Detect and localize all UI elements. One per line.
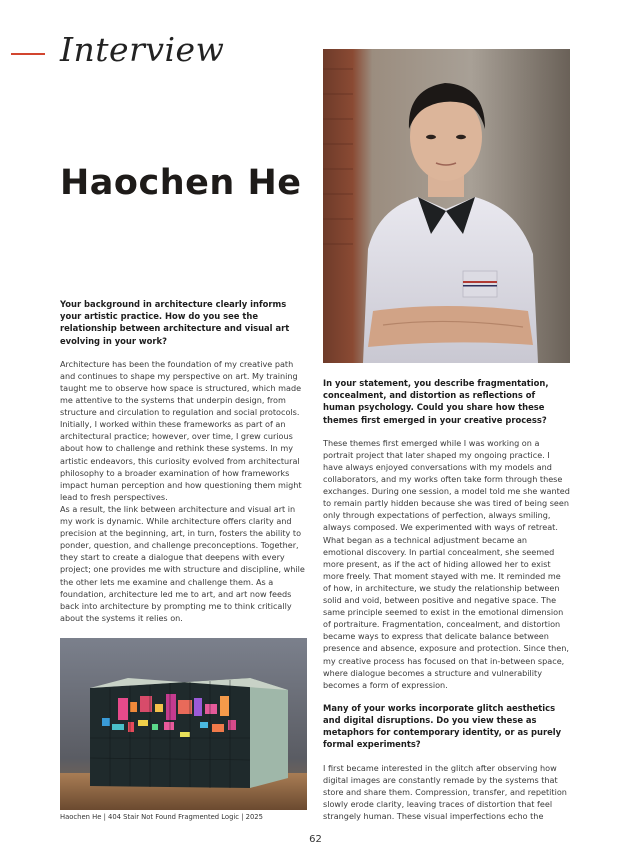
answer-2-paragraph-1: These themes first emerged while I was working on a portrait project that later shaped my ongoing practice. I have always enjoyed conversations with my models and collaborators, and my works often take form through these exchanges. During one session, a model told me she wanted to remain partly hidden because she was tired of being seen only through expectations of perfection, always smiling, always composed. We experimented with ways of retreat. What began as a technical adjustment became an emotional discovery. In partial concealment, she seemed more present, as if the act of hiding allowed her to exist more freely. That moment stayed with me. It reminded me of how, in architecture, we study the relationship between solid and void, between positive and negative space. The same principle seemed to exist in the emotional dimension of portraiture. Fragmentation, concealment, and distortion became ways to express that delicate balance between presence and absence, exposure and protection. Since then, my creative process has focused on that in-between space, where dialogue becomes a structure and vulnerability becomes a form of expression. [323, 437, 570, 690]
qa-block-1 [60, 298, 310, 624]
artwork-image [60, 638, 307, 810]
question-3: Many of your works incorporate glitch aesthetics and digital disruptions. Do you view these as metaphors for contemporary identity, or as purely formal experiments? [323, 702, 562, 750]
qa-block-2 [323, 377, 570, 822]
page-number: 62 [309, 834, 322, 845]
artwork-caption: Haochen He | 404 Stair Not Found Fragmented Logic | 2025 [60, 813, 263, 821]
answer-1-paragraph-2: As a result, the link between architecture and visual art in my work is dynamic. While architecture offers clarity and precision at the beginning, art, in turn, fosters the ability to ponder, question, and challenge preconceptions. Together, they start to create a dialogue that deepens with every project; one provides me with structure and discipline, while the other lets me examine and challenge them. As a foundation, architecture led me to art, and art now feeds back into architecture by prompting me to think critically about the systems it relies on. [60, 503, 305, 623]
question-2: In your statement, you describe fragmentation, concealment, and distortion as reflections of human psychology. Could you share how these themes first emerged in your creative process? [323, 378, 549, 425]
question-1: Your background in architecture clearly informs your artistic practice. How do you see the relationship between architecture and visual art evolving in your work? [60, 299, 290, 346]
answer-1-paragraph-1: Architecture has been the foundation of my creative path and continues to shape my perspective on art. My training taught me to observe how space is structured, which made me attentive to the systems that underpin design, from structure and circulation to regulation and social protocols. Initially, I worked within these frameworks as part of an architectural practice; however, over time, I grew curious about how to challenge and rethink these systems. In my artistic endeavors, this curiosity evolved from architectural philosophy to a broader examination of how frameworks impact human perception and how questioning them might lead to fresh perspectives. [60, 358, 302, 502]
answer-3-paragraph-1: I first became interested in the glitch after observing how digital images are constantly remade by the systems that store and share them. Compression, transfer, and repetition slowly erode clarity, leaving traces of distortion that feel strangely human. These visual imperfections echo the [323, 762, 567, 821]
artist-name: Haochen He [60, 163, 302, 203]
section-title: Interview [60, 30, 225, 69]
header-accent-line [11, 53, 45, 55]
artist-portrait-photo [323, 49, 570, 363]
